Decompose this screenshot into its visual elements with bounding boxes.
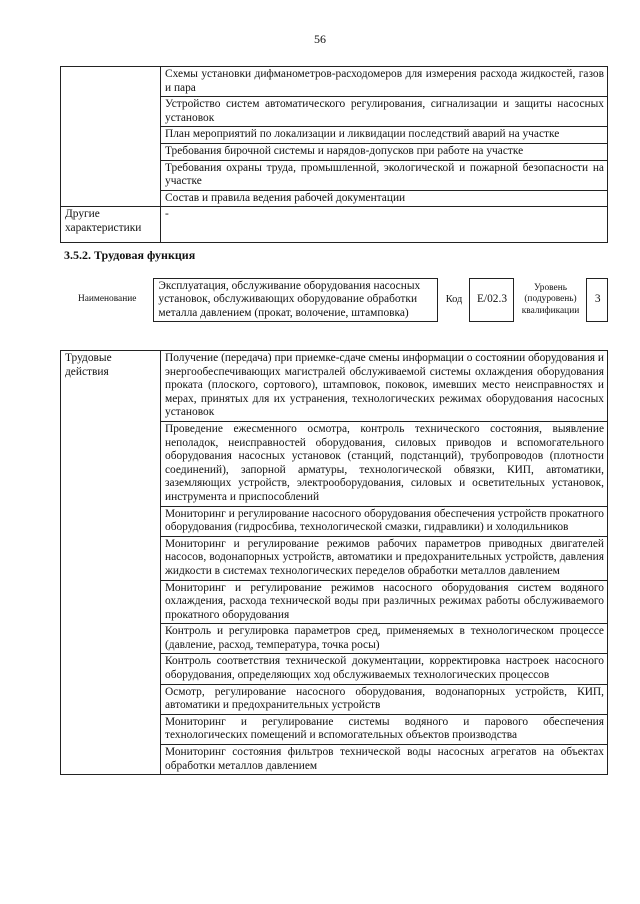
table-row (61, 67, 608, 97)
knowledge-item: Требования охраны труда, промышленной, экологической и пожарной безопасности на участке (161, 160, 608, 190)
labor-action-item: Мониторинг и регулирование режимов рабочих параметров приводных двигателей насосов, водонапорных устройств, автоматики и предохранительных устройств, давления жидкости в системах технологических переделов обработки металлов давлением (161, 536, 608, 580)
knowledge-item: Требования бирочной системы и нарядов-допусков при работе на участке (161, 143, 608, 160)
name-label: Наименование (77, 294, 137, 305)
labor-actions-label: Трудовые действия (61, 351, 161, 775)
table-cell-label (61, 67, 161, 207)
function-name: Эксплуатация, обслуживание оборудования насосных установок, обслуживающих оборудование обработки металла давлением (прокат, волочение, штамповка) (154, 279, 437, 322)
labor-action-item: Мониторинг и регулирование насосного оборудования обеспечения устройств прокатного оборудования (гидросбива, технологической смазки, гидравлики) и холодильников (161, 506, 608, 536)
knowledge-item: Устройство систем автоматического регулирования, сигнализации и защиты насосных установок (161, 97, 608, 127)
labor-action-item: Осмотр, регулирование насосного оборудования, водонапорных устройств, КИП, автоматики и предохранительных устройств (161, 684, 608, 714)
qualification-level-value: 3 (587, 279, 608, 322)
section-title: 3.5.2. Трудовая функция (64, 248, 196, 262)
labor-action-item: Получение (передача) при приемке-сдаче смены информации о состоянии оборудования и энергообеспечивающих магистралей обслуживаемой системы охлаждения оборудования проката (плоского, сортового), штамповок, поковок, имевших место неисправностях и мерах, принятых для их устранения, технологических режимах оборудования насосных установок (161, 351, 608, 422)
code-value: E/02.3 (470, 279, 513, 322)
table-row (61, 207, 608, 242)
table-row (61, 351, 608, 422)
knowledge-item: План мероприятий по локализации и ликвидации последствий аварий на участке (161, 127, 608, 144)
other-characteristics-label: Другие характеристики (61, 207, 161, 242)
qualification-level-label: Уровень (подуровень) квалификации (521, 283, 580, 316)
labor-actions-table (60, 350, 608, 775)
knowledge-item: Схемы установки дифманометров-расходомеров для измерения расхода жидкостей, газов и пара (161, 67, 608, 97)
labor-action-item: Мониторинг состояния фильтров технической воды насосных агрегатов на объектах обработки металлов давлением (161, 745, 608, 775)
page-number: 56 (314, 32, 326, 46)
knowledge-item: Состав и правила ведения рабочей документации (161, 190, 608, 207)
labor-action-item: Мониторинг и регулирование системы водяного и парового обеспечения технологических помещений и вспомогательных объектов производства (161, 714, 608, 744)
other-characteristics-value: - (161, 207, 608, 242)
required-knowledge-table (60, 66, 608, 243)
labor-action-item: Проведение ежесменного осмотра, контроль технического состояния, выявление неполадок, неисправностей оборудования, силовых приводов и вспомогательного оборудования насосных установок (станций, подстанций), трубопроводов (плотности соединений), запорной арматуры, технологической обвязки, КИП, автоматики, заземляющих устройств, электрооборудования, силовых и осветительных установок, инструмента и приспособлений (161, 421, 608, 506)
labor-action-item: Мониторинг и регулирование режимов насосного оборудования систем водяного охлаждения, расхода технической воды при различных режимах работы обслуживаемого прокатного оборудования (161, 580, 608, 624)
function-header-table (60, 278, 608, 322)
labor-action-item: Контроль соответствия технической документации, корректировка настроек насосного оборудования, определяющих ход обслуживаемых технологических процессов (161, 654, 608, 684)
labor-action-item: Контроль и регулировка параметров сред, применяемых в технологическом процессе (давление, расход, температура, точка росы) (161, 624, 608, 654)
code-label: Код (445, 294, 463, 306)
table-row (60, 279, 608, 322)
